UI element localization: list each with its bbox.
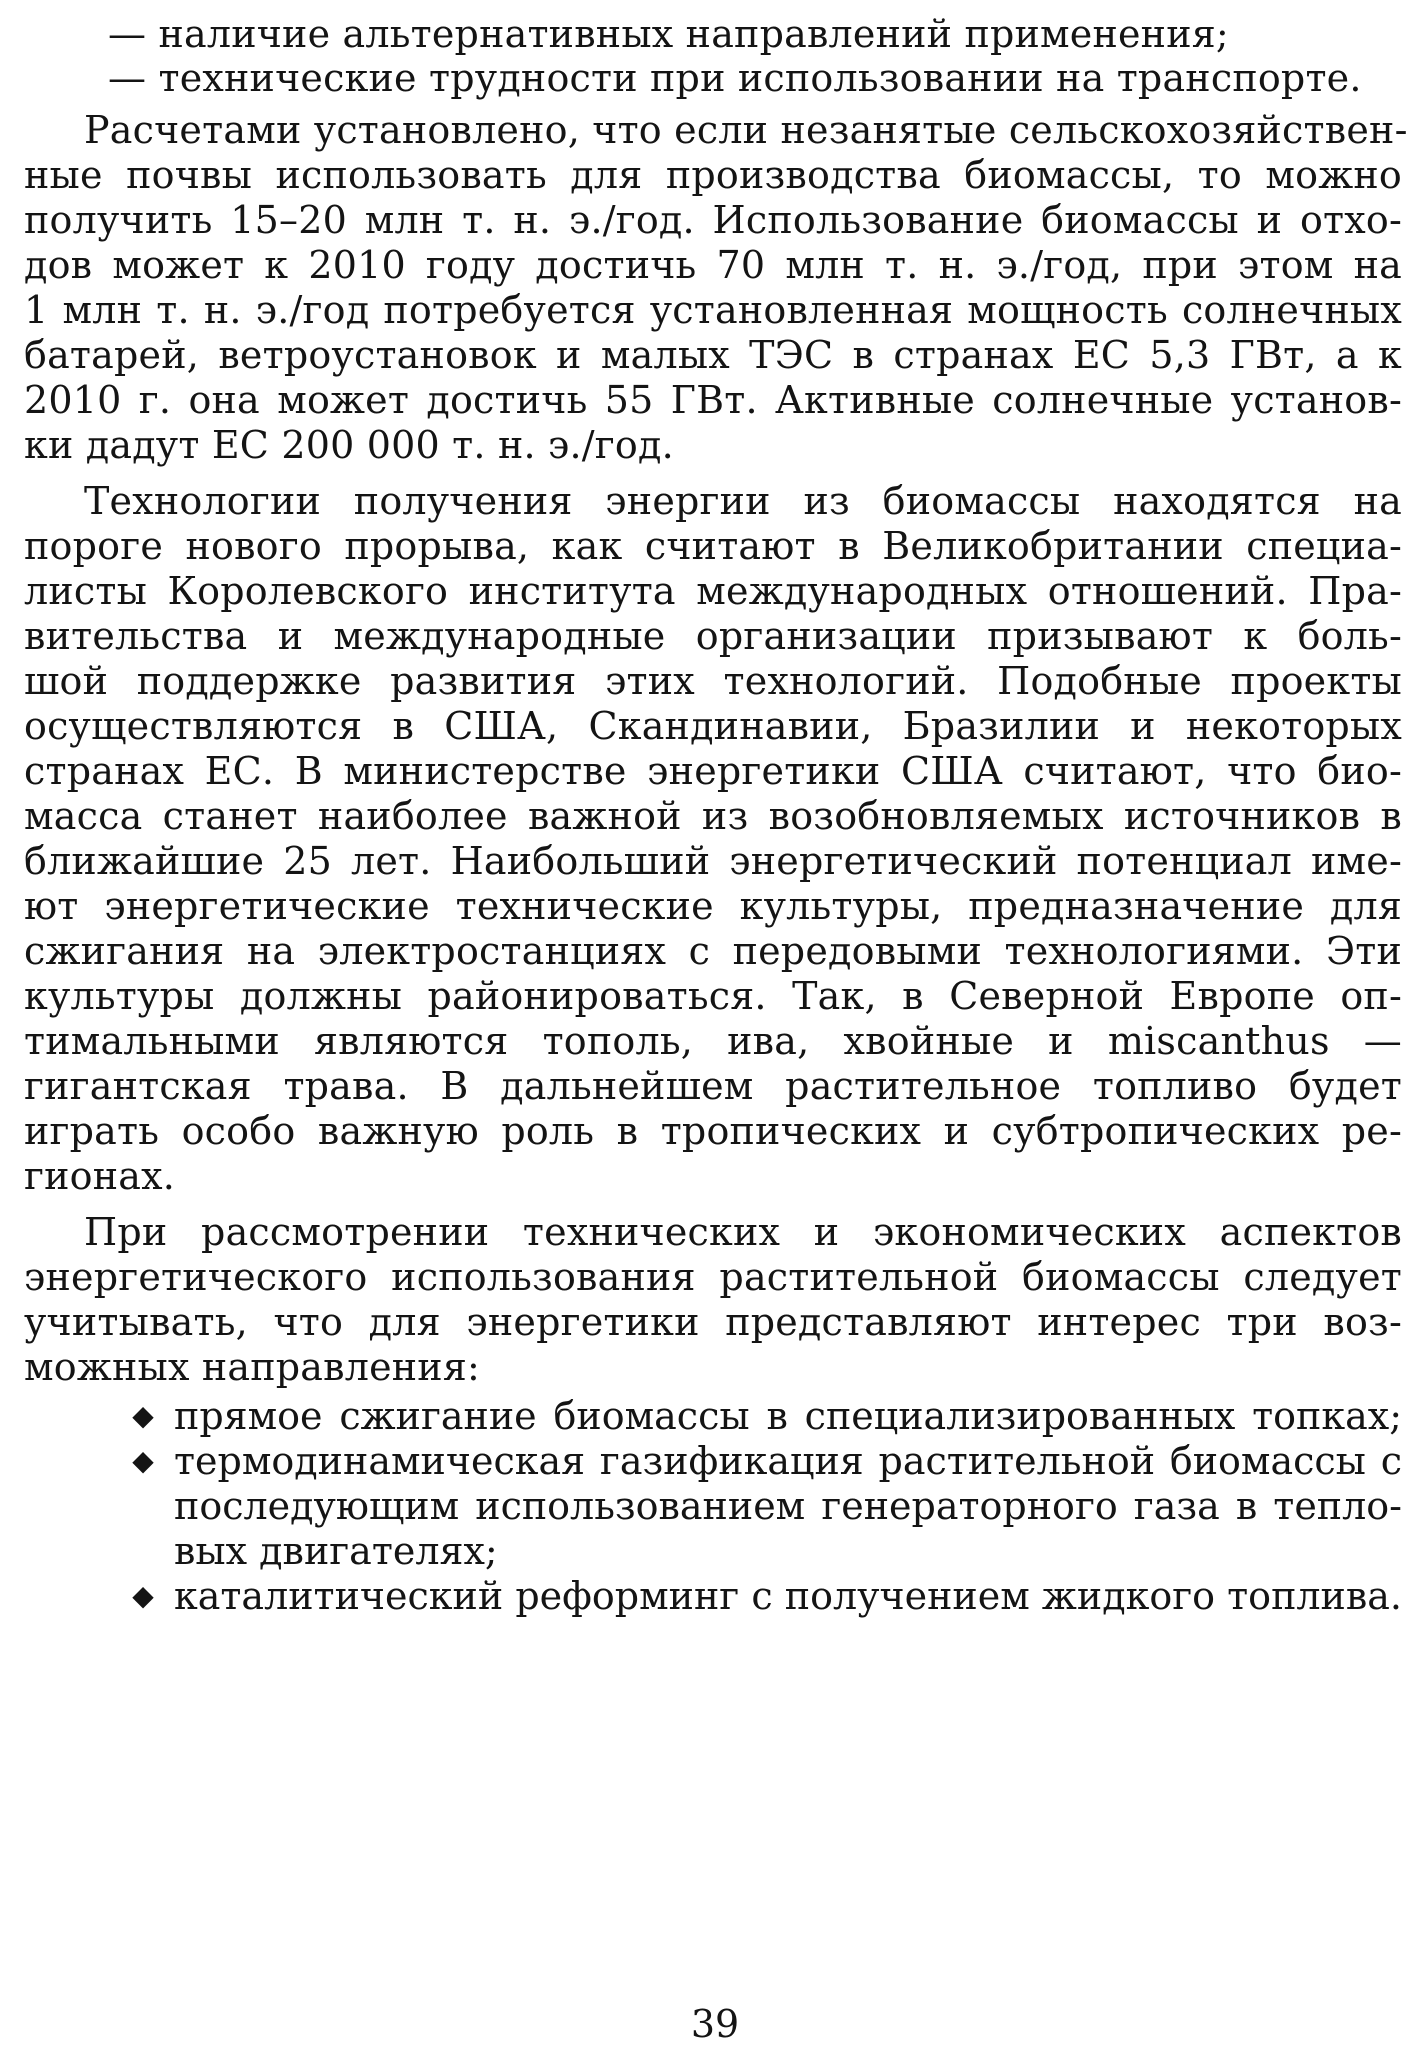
- text-line: масса станет наиболее важной из возобновляемых источников в: [24, 794, 1402, 838]
- diamond-bullet-icon: ◆: [132, 1579, 154, 1612]
- dash-item: — наличие альтернативных направлений применения;: [108, 12, 1229, 56]
- text-line: ближайшие 25 лет. Наибольший энергетический потенциал име-: [24, 839, 1402, 883]
- text-line: шой поддержке развития этих технологий. Подобные проекты: [24, 659, 1402, 703]
- text-line: тимальными являются тополь, ива, хвойные и miscanthus —: [24, 1019, 1402, 1063]
- text-line: вительства и международные организации призывают к боль-: [24, 614, 1402, 658]
- text-line: Технологии получения энергии из биомассы находятся на: [84, 479, 1402, 523]
- text-line: ют энергетические технические культуры, предназначение для: [24, 884, 1402, 928]
- text-line: гионах.: [24, 1154, 176, 1198]
- bullet-text-continuation: последующим использованием генераторного газа в тепло-: [174, 1484, 1402, 1528]
- text-line: учитывать, что для энергетики представляют интерес три воз-: [24, 1300, 1402, 1344]
- text-line: можных направления:: [24, 1345, 481, 1389]
- text-line: батарей, ветроустановок и малых ТЭС в странах ЕС 5,3 ГВт, а к: [24, 333, 1402, 377]
- text-line: играть особо важную роль в тропических и субтропических ре-: [24, 1109, 1402, 1153]
- text-line: осуществляются в США, Скандинавии, Бразилии и некоторых: [24, 704, 1402, 748]
- bullet-text: термодинамическая газификация растительной биомассы с: [174, 1439, 1402, 1483]
- text-line: получить 15–20 млн т. н. э./год. Использование биомассы и отхо-: [24, 198, 1402, 242]
- text-line: ки дадут ЕС 200 000 т. н. э./год.: [24, 423, 674, 467]
- text-line: культуры должны районироваться. Так, в Северной Европе оп-: [24, 974, 1402, 1018]
- text-line: 2010 г. она может достичь 55 ГВт. Активные солнечные установ-: [24, 378, 1402, 422]
- bullet-text: прямое сжигание биомассы в специализированных топках;: [174, 1394, 1402, 1438]
- dash-item: — технические трудности при использовании на транспорте.: [108, 56, 1362, 100]
- page-number: 39: [690, 2002, 740, 2046]
- text-line: дов может к 2010 году достичь 70 млн т. н. э./год, при этом на: [24, 243, 1402, 287]
- text-line: листы Королевского института международных отношений. Пра-: [24, 569, 1402, 613]
- text-line: сжигания на электростанциях с передовыми технологиями. Эти: [24, 929, 1402, 973]
- diamond-bullet-icon: ◆: [132, 1444, 154, 1477]
- text-line: 1 млн т. н. э./год потребуется установленная мощность солнечных: [24, 288, 1402, 332]
- bullet-text: каталитический реформинг с получением жидкого топлива.: [174, 1574, 1402, 1618]
- text-line: странах ЕС. В министерстве энергетики США считают, что био-: [24, 749, 1402, 793]
- text-line: пороге нового прорыва, как считают в Великобритании специа-: [24, 524, 1402, 568]
- diamond-bullet-icon: ◆: [132, 1399, 154, 1432]
- text-line: ные почвы использовать для производства биомассы, то можно: [24, 153, 1402, 197]
- bullet-item: [128, 1570, 1402, 1622]
- text-line: энергетического использования растительной биомассы следует: [24, 1255, 1402, 1299]
- text-line: При рассмотрении технических и экономических аспектов: [84, 1210, 1402, 1254]
- bullet-text-continuation: вых двигателях;: [174, 1529, 498, 1573]
- text-line: Расчетами установлено, что если незанятые сельскохозяйствен-: [84, 108, 1408, 152]
- text-line: гигантская трава. В дальнейшем растительное топливо будет: [24, 1064, 1402, 1108]
